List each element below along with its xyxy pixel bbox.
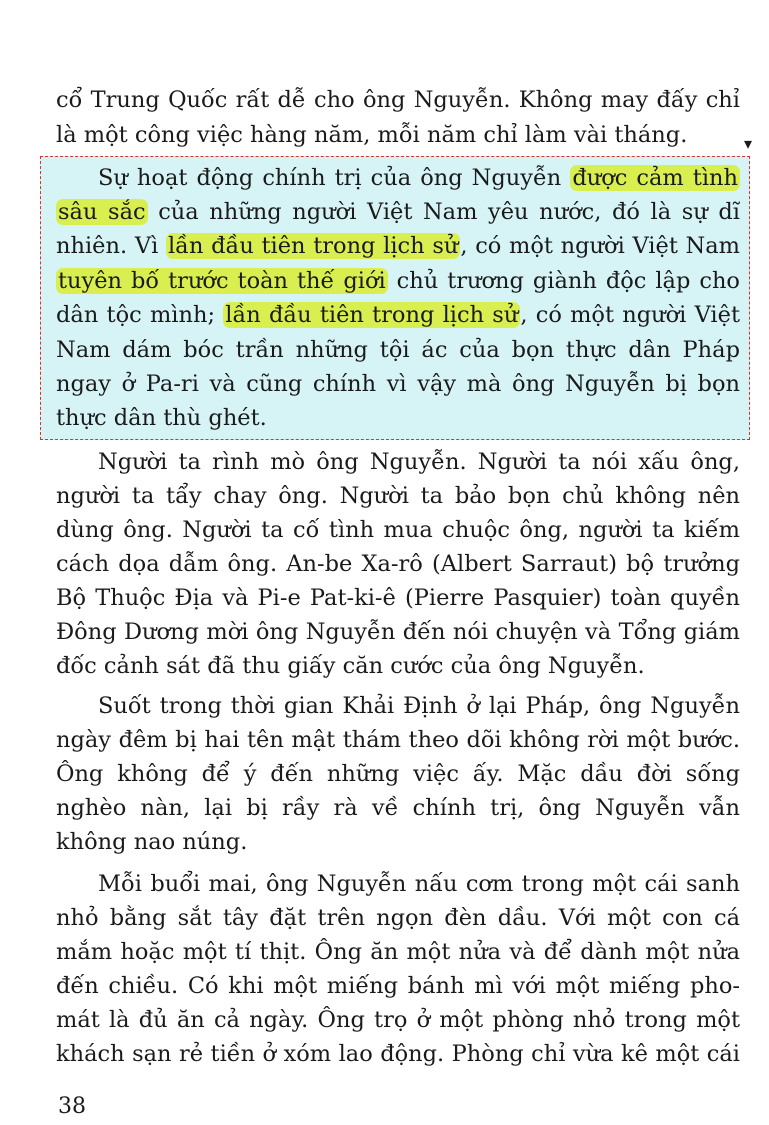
text-line: nhỏ bằng sắt tây đặt trên ngọn đèn dầu. Với một con cá [56,905,740,931]
highlighted-phrase: lần đầu tiên trong lịch sử [167,233,459,259]
text-line: tuyên bố trước toàn thế giới chủ trương giành độc lập cho [58,268,740,294]
text-line: Người ta rình mò ông Nguyễn. Người ta nói xấu ông, [98,449,740,475]
text-line: cách dọa dẫm ông. An-be Xa-rô (Albert Sarraut) bộ trưởng [56,551,740,577]
text-line: Đông Dương mời ông Nguyễn đến nói chuyện và Tổng giám [56,619,740,645]
stray-mark: ▾ [744,134,753,153]
text-line: ngày đêm bị hai tên mật thám theo dõi không rời một bước. [56,727,740,753]
text-line: dân tộc mình; lần đầu tiên trong lịch sử, có một người Việt [56,302,740,328]
text-line: ngay ở Pa-ri và cũng chính vì vậy mà ông Nguyễn bị bọn [56,371,740,397]
highlighted-phrase: sâu sắc [58,199,146,225]
highlighted-phrase: lần đầu tiên trong lịch sử [225,302,519,328]
text-line: đến chiều. Có khi một miếng bánh mì với một miếng pho- [56,973,740,999]
highlighted-phrase: được cảm tình [572,165,739,191]
text-line: nghèo nàn, lại bị rầy rà về chính trị, ông Nguyễn vẫn [56,795,740,821]
text-line: là một công việc hàng năm, mỗi năm chỉ làm vài tháng. [56,122,688,148]
text-line: Bộ Thuộc Địa và Pi-e Pat-ki-ê (Pierre Pasquier) toàn quyền [56,585,740,611]
text-line: dùng ông. Người ta cố tình mua chuộc ông, người ta kiếm [56,517,740,543]
text-line: sâu sắc của những người Việt Nam yêu nước, đó là sự dĩ [58,199,740,225]
text-line: Nam dám bóc trần những tội ác của bọn thực dân Pháp [56,337,740,363]
page-number: 38 [58,1094,86,1119]
text-line: Mỗi buổi mai, ông Nguyễn nấu cơm trong một cái sanh [98,871,740,897]
text-line: cổ Trung Quốc rất dễ cho ông Nguyễn. Không may đấy chỉ [56,87,740,113]
text-line: mát là đủ ăn cả ngày. Ông trọ ở một phòng nhỏ trong một [56,1007,740,1033]
text-line: người ta tẩy chay ông. Người ta bảo bọn chủ không nên [56,483,740,509]
text-line: không nao núng. [56,829,248,855]
text-line: Suốt trong thời gian Khải Định ở lại Pháp, ông Nguyễn [98,693,740,719]
text-line: thực dân thù ghét. [56,405,267,431]
highlighted-phrase: tuyên bố trước toàn thế giới [58,268,386,294]
text-line: khách sạn rẻ tiền ở xóm lao động. Phòng chỉ vừa kê một cái [56,1041,740,1067]
text-line: mắm hoặc một tí thịt. Ông ăn một nửa và để dành một nửa [56,939,740,965]
text-line: Sự hoạt động chính trị của ông Nguyễn được cảm tình [98,165,739,191]
text-line: Ông không để ý đến những việc ấy. Mặc dầu đời sống [56,761,740,787]
text-line: đốc cảnh sát đã thu giấy căn cước của ông Nguyễn. [56,653,645,679]
text-line: nhiên. Vì lần đầu tiên trong lịch sử, có một người Việt Nam [56,233,740,259]
